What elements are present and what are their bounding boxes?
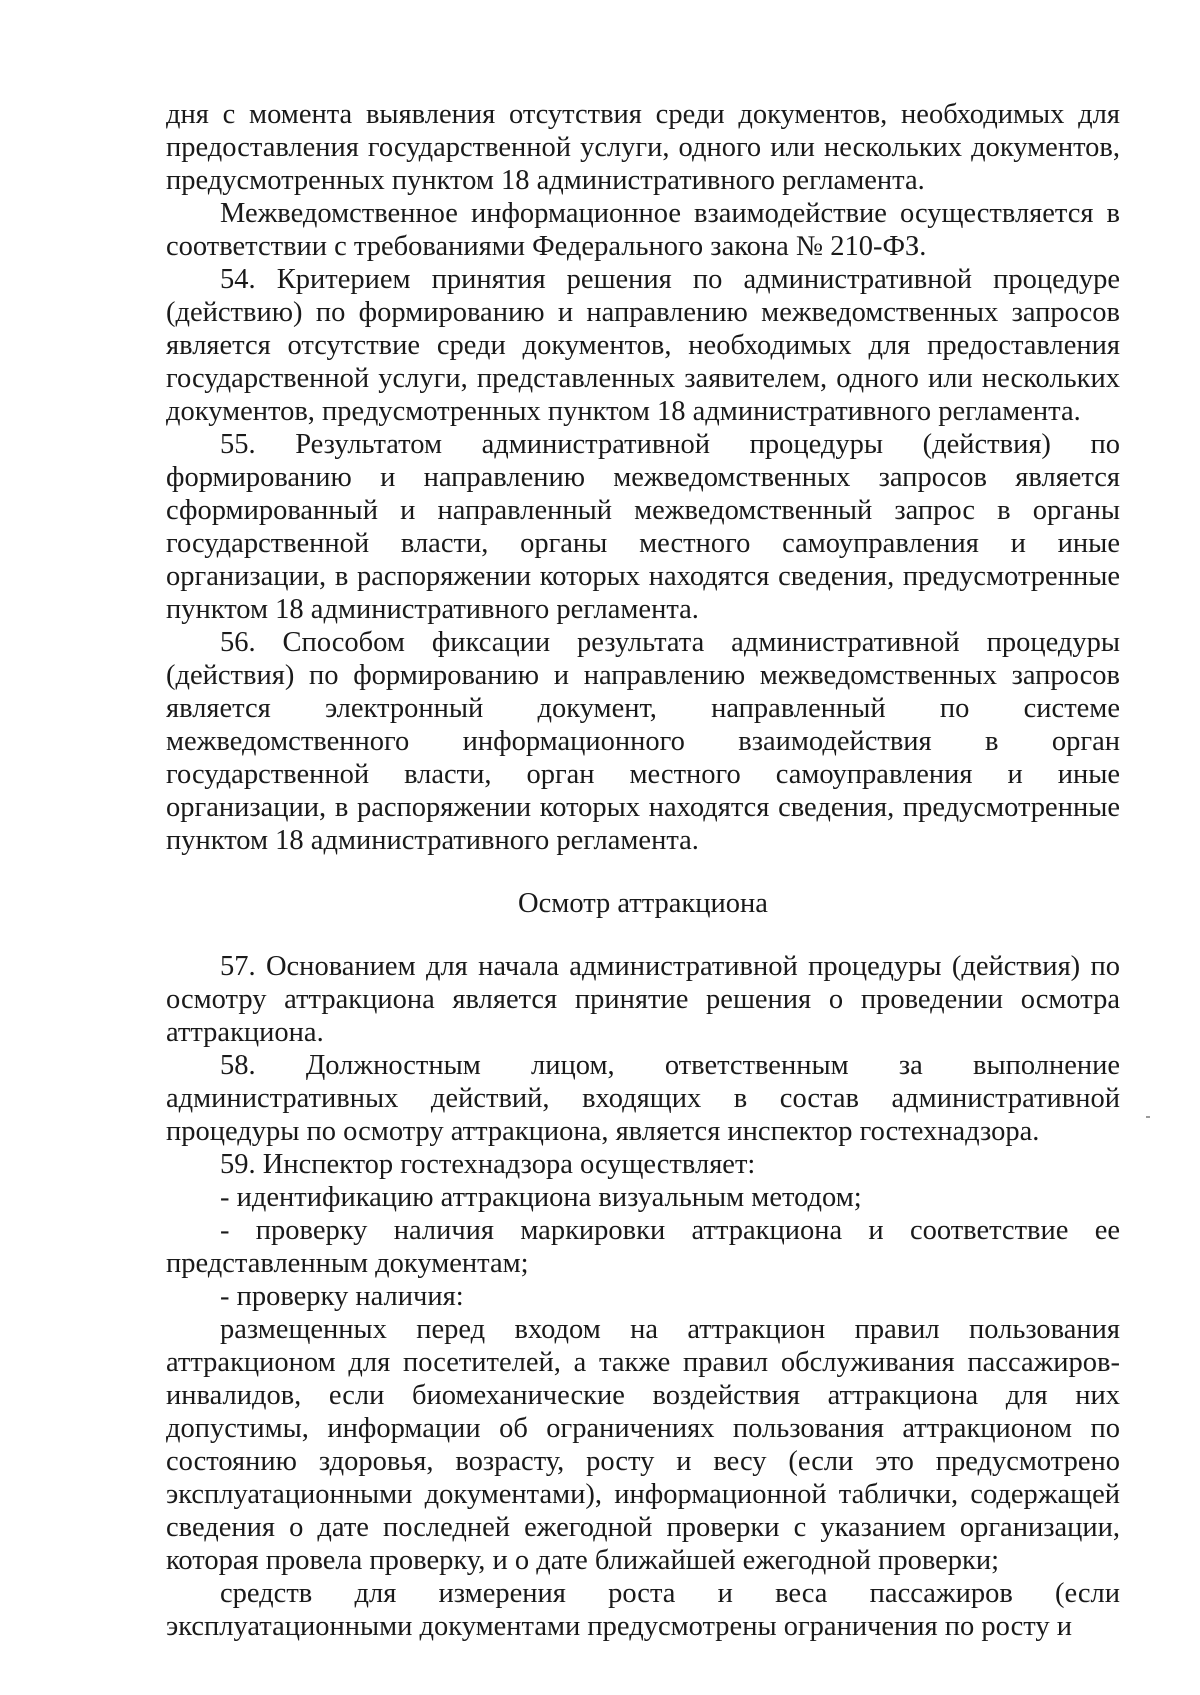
list-item-presence-check: - проверку наличия: [220,1281,464,1312]
paragraph-57: 57. Основанием для начала административной процедуры (действия) по осмотру аттракциона является принятие решения о проведении осмотра аттракциона. [166,951,1120,1048]
list-item-marking-check: - проверку наличия маркировки аттракциона и соответствие ее представленным документам; [166,1215,1120,1279]
sublist-item-measuring-means: средств для измерения роста и веса пассажиров (если эксплуатационными документами предусмотрены ограничения по росту и [166,1578,1120,1642]
paragraph-continuation: дня с момента выявления отсутствия среди документов, необходимых для предоставления государственной услуги, одного или нескольких документов, предусмотренных пунктом 18 административного регламента. [166,99,1120,196]
paragraph-55: 55. Результатом административной процедуры (действия) по формированию и направлению межведомственных запросов является сформированный и направленный межведомственный запрос в органы государственной власти, органы местного самоуправления и иные организации, в распоряжении которых находятся сведения, предусмотренные пунктом 18 административного регламента. [166,429,1120,625]
text-block-inspection [166,950,1120,1643]
paragraph-58: 58. Должностным лицом, ответственным за выполнение административных действий, входящих в состав административной процедуры по осмотру аттракциона, является инспектор гостехнадзора. [166,1050,1120,1147]
section-heading: Осмотр аттракциона [518,888,768,919]
paragraph-59: 59. Инспектор гостехнадзора осуществляет: [220,1149,756,1180]
list-item-identification: - идентификацию аттракциона визуальным методом; [220,1182,862,1213]
paragraph-56: 56. Способом фиксации результата административной процедуры (действия) по формированию и направлению межведомственных запросов является электронный документ, направленный по системе межведомственного информационного взаимодействия в орган государственной власти, орган местного самоуправления и иные организации, в распоряжении которых находятся сведения, предусмотренные пунктом 18 административного регламента. [166,627,1120,856]
sublist-item-rules: размещенных перед входом на аттракцион правил пользования аттракционом для посетителей, а также правил обслуживания пассажиров-инвалидов, если биомеханические воздействия аттракциона для них допустимы, информации об ограничениях пользования аттракционом по состоянию здоровья, возрасту, росту и весу (если это предусмотрено эксплуатационными документами), информационной таблички, содержащей сведения о дате последней ежегодной проверки с указанием организации, которая провела проверку, и о дате ближайшей ежегодной проверки; [166,1314,1120,1576]
paragraph-interagency-interaction: Межведомственное информационное взаимодействие осуществляется в соответствии с требованиями Федерального закона № 210-ФЗ. [166,198,1120,262]
scan-speck [1146,1116,1150,1118]
paragraph-54: 54. Критерием принятия решения по административной процедуре (действию) по формированию и направлению межведомственных запросов является отсутствие среди документов, необходимых для предоставления государственной услуги, представленных заявителем, одного или нескольких документов, предусмотренных пунктом 18 административного регламента. [166,264,1120,427]
text-block-procedures [166,98,1120,857]
